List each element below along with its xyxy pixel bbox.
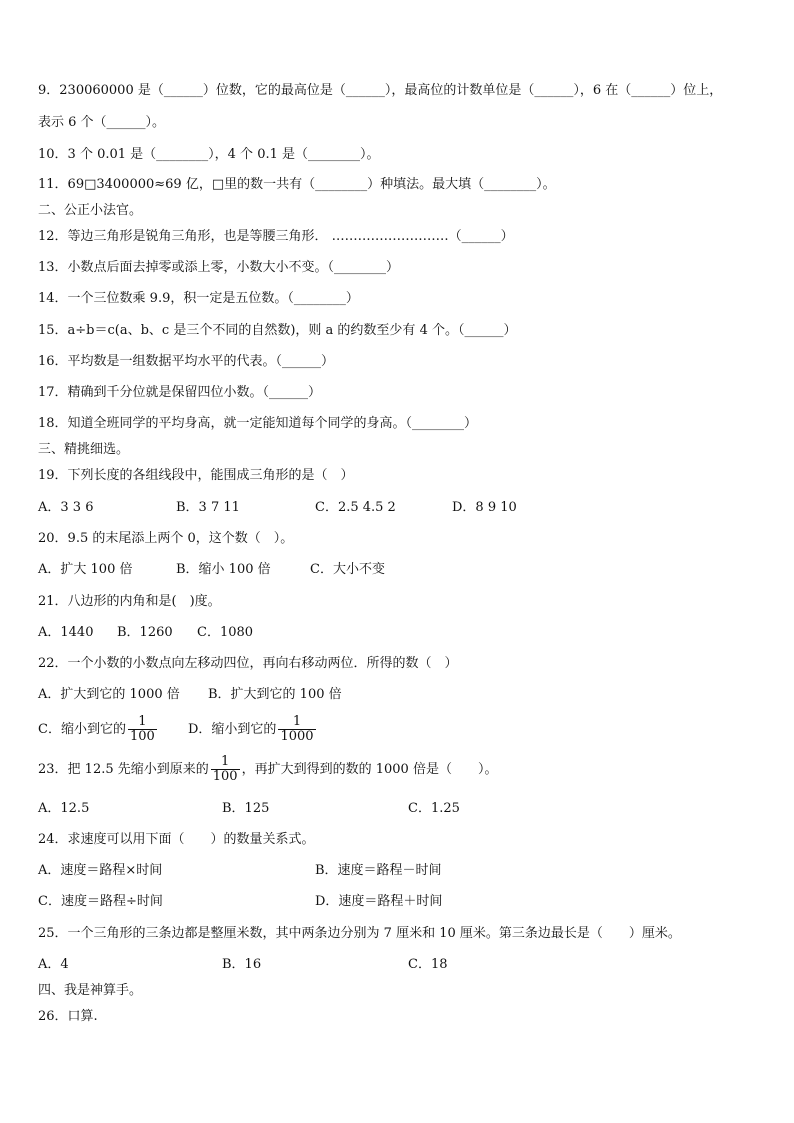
fraction-numerator: 1	[278, 715, 315, 730]
question-19: 19．下列长度的各组线段中，能围成三角形的是（ ）	[38, 468, 354, 483]
question-23	[38, 755, 497, 784]
question-12: 12．等边三角形是锐角三角形，也是等腰三角形． ………………………（______）	[38, 229, 514, 244]
q24-option-c: C．速度＝路程÷时间	[38, 894, 163, 909]
question-11: 11．69□3400000≈69 亿，□里的数一共有（________）种填法。最大填（________）。	[38, 177, 556, 192]
question-24: 24．求速度可以用下面（ ）的数量关系式。	[38, 832, 315, 847]
q20-option-c: C．大小不变	[310, 562, 385, 577]
q19-option-a: A．3 3 6	[38, 500, 94, 515]
q22-option-d	[188, 715, 318, 744]
q23-suffix: ，再扩大到得到的数的 1000 倍是（ ）。	[241, 762, 498, 777]
fraction-denominator: 1000	[280, 729, 314, 744]
fraction	[278, 715, 315, 744]
q22-option-d-prefix: D．缩小到它的	[188, 722, 277, 737]
q23-option-c: C．1.25	[408, 801, 460, 816]
q19-option-d: D．8 9 10	[452, 500, 517, 515]
q22-option-c	[38, 715, 159, 744]
question-13: 13．小数点后面去掉零或添上零，小数大小不变。（________）	[38, 260, 400, 275]
section-3-heading: 三、精挑细选。	[38, 442, 130, 457]
q25-option-b: B．16	[222, 957, 262, 972]
q24-option-d: D．速度＝路程＋时间	[315, 894, 443, 909]
section-4-heading: 四、我是神算手。	[38, 983, 143, 998]
question-15: 15．a÷b＝c(a、b、c 是三个不同的自然数)，则 a 的约数至少有 4 个。（______）	[38, 323, 517, 338]
question-16: 16．平均数是一组数据平均水平的代表。（______）	[38, 354, 335, 369]
question-10: 10．3 个 0.01 是（________），4 个 0.1 是（________）。	[38, 147, 380, 162]
q23-prefix: 23．把 12.5 先缩小到原来的	[38, 762, 209, 777]
question-20: 20．9.5 的末尾添上两个 0，这个数（ ）。	[38, 531, 294, 546]
q21-option-a: A．1440	[38, 625, 94, 640]
question-17: 17．精确到千分位就是保留四位小数。（______）	[38, 385, 322, 400]
question-9-line-2: 表示 6 个（______）。	[38, 115, 166, 130]
q19-option-c: C．2.5 4.5 2	[315, 500, 396, 515]
q22-option-a: A．扩大到它的 1000 倍	[38, 687, 180, 702]
q22-option-c-prefix: C．缩小到它的	[38, 722, 126, 737]
fraction	[211, 755, 240, 784]
question-9-line-1: 9．230060000 是（______）位数，它的最高位是（______），最高位的计数单位是（______），6 在（______）位上，	[38, 83, 723, 98]
q22-option-b: B．扩大到它的 100 倍	[208, 687, 342, 702]
question-14: 14．一个三位数乘 9.9，积一定是五位数。（________）	[38, 291, 359, 306]
q20-option-a: A．扩大 100 倍	[38, 562, 133, 577]
q25-option-a: A．4	[38, 957, 69, 972]
q25-option-c: C．18	[408, 957, 448, 972]
question-21: 21．八边形的内角和是( )度。	[38, 594, 221, 609]
question-25: 25．一个三角形的三条边都是整厘米数，其中两条边分别为 7 厘米和 10 厘米。第三条边最长是（ ）厘米。	[38, 926, 681, 941]
fraction-numerator: 1	[211, 755, 240, 770]
q20-option-b: B．缩小 100 倍	[176, 562, 271, 577]
question-26: 26．口算.	[38, 1009, 98, 1024]
fraction-denominator: 100	[129, 729, 155, 744]
q24-option-a: A．速度＝路程×时间	[38, 863, 163, 878]
question-22: 22．一个小数的小数点向左移动四位，再向右移动两位．所得的数（ ）	[38, 656, 458, 671]
fraction	[128, 715, 157, 744]
q21-option-b: B．1260	[117, 625, 173, 640]
q19-option-b: B．3 7 11	[176, 500, 240, 515]
q24-option-b: B．速度＝路程－时间	[315, 863, 442, 878]
fraction-numerator: 1	[128, 715, 157, 730]
question-18: 18．知道全班同学的平均身高，就一定能知道每个同学的身高。（________）	[38, 416, 478, 431]
fraction-denominator: 100	[212, 769, 238, 784]
q21-option-c: C．1080	[197, 625, 254, 640]
q23-option-b: B．125	[222, 801, 270, 816]
q23-option-a: A．12.5	[38, 801, 90, 816]
section-2-heading: 二、公正小法官。	[38, 203, 143, 218]
